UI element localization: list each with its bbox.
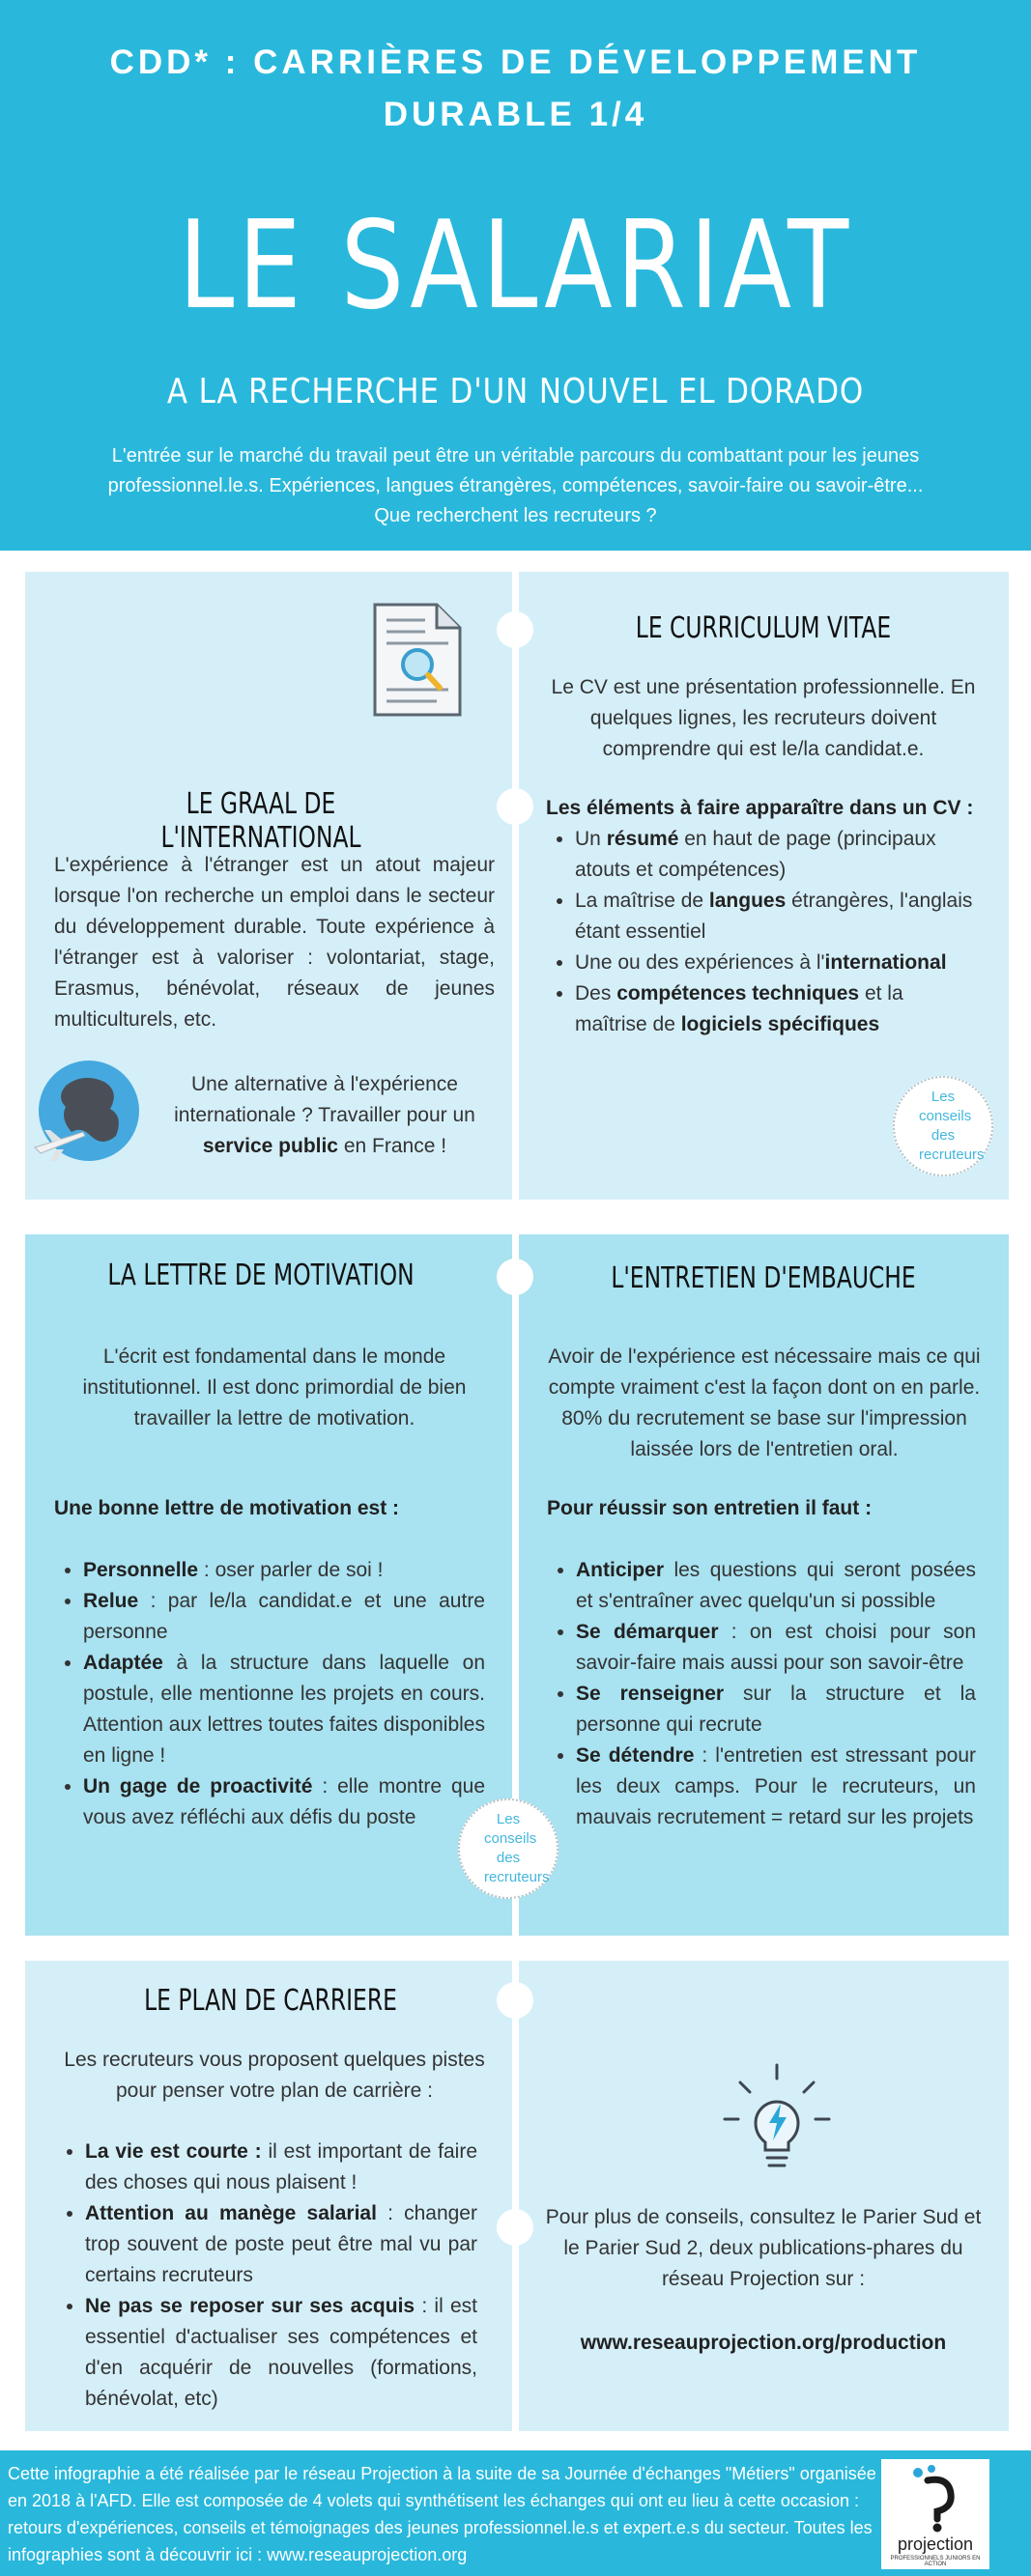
footer <box>0 2450 1031 2576</box>
list-item: • La vie est courte : il est important de faire des choses qui nous plaisent ! <box>85 2137 477 2198</box>
footer-text: Cette infographie a été réalisée par le réseau Projection à la suite de sa Journée d'échanges "Métiers" organisée en 2018 à l'AFD. Elle est composée de 4 volets qui synthétisent les échanges qui ont eu lieu à cette occasion : retours d'expériences, conseils et témoignages des jeunes professionnel.le.s et expert.e.s du secteur. Toutes les infographies sont à découvrir ici : www.reseauprojection.org <box>8 2464 876 2564</box>
recruiter-tips-badge: Les conseils des recruteurs <box>893 1076 993 1176</box>
section-title-lettre: LA LETTRE DE MOTIVATION <box>107 1259 415 1292</box>
page-title: LE SALARIAT <box>178 194 853 336</box>
list-item: • Attention au manège salarial : changer trop souvent de poste peut être mal vu par certains recruteurs <box>85 2198 477 2291</box>
header-banner <box>0 0 1031 551</box>
page-subtitle: A LA RECHERCHE D'UN NOUVEL EL DORADO <box>166 372 865 411</box>
globe-airplane-icon <box>27 1059 147 1167</box>
more-info-text: Pour plus de conseils, consultez le Parier Sud et le Parier Sud 2, deux publications-phares du réseau Projection sur : <box>545 2206 982 2290</box>
list-item: • Se détendre : l'entretien est stressant pour les deux camps. Pour le recruteurs, un mauvais recrutement = retard sur les projets <box>576 1741 976 1833</box>
section-title-plan: LE PLAN DE CARRIERE <box>144 1984 397 2018</box>
series-kicker: CDD* : CARRIÈRES DE DÉVELOPPEMENT DURABLE 1/4 <box>109 43 922 133</box>
list-item: • Anticiper les questions qui seront posées et s'entraîner avec quelqu'un si possible <box>576 1555 976 1617</box>
lettre-list: Une bonne lettre de motivation est : • Personnelle : oser parler de soi ! • Relue : par le/la candidat.e et une autre personne • Adaptée à la structure dans laquelle on postule, elle mentionne les projets en cours. Attention aux lettres toutes faites disponibles en ligne ! • Un gage de proactivité : elle montre que vous avez réfléchi aux défis du poste <box>54 1493 485 1833</box>
list-item: • Adaptée à la structure dans laquelle on postule, elle mentionne les projets en cours. Attention aux lettres toutes faites disponibles en ligne ! <box>83 1648 485 1771</box>
plan-text: Les recruteurs vous proposent quelques pistes pour penser votre plan de carrière : <box>64 2049 485 2102</box>
projection-logo[interactable] <box>881 2459 989 2569</box>
list-item: • Un gage de proactivité : elle montre que vous avez réfléchi aux défis du poste <box>83 1771 485 1833</box>
timeline-dot <box>497 788 533 825</box>
list-item: • Se renseigner sur la structure et la personne qui recrute <box>576 1679 976 1741</box>
timeline-dot <box>497 2209 533 2246</box>
international-alternative: Une alternative à l'expérience internationale ? Travailler pour un service public en France ! <box>174 1073 475 1157</box>
timeline-dot <box>497 1982 533 2019</box>
list-item: • Personnelle : oser parler de soi ! <box>83 1555 485 1586</box>
panel-more <box>519 1961 1009 2431</box>
plan-list <box>56 2137 477 2415</box>
recruiter-tips-badge: Les conseils des recruteurs <box>458 1798 558 1899</box>
section-title-international: LE GRAAL DE L'INTERNATIONAL <box>160 787 361 855</box>
lettre-text: L'écrit est fondamental dans le monde institutionnel. Il est donc primordial de bien travailler la lettre de motivation. <box>82 1345 467 1430</box>
section-title-cv: LE CURRICULUM VITAE <box>635 611 892 645</box>
list-item: • Une ou des expériences à l'international <box>575 948 981 978</box>
list-item: • Se démarquer : on est choisi pour son savoir-faire mais aussi pour son savoir-être <box>576 1617 976 1679</box>
intro-text: L'entrée sur le marché du travail peut être un véritable parcours du combattant pour les jeunes professionnel.le.s. Expériences, langues étrangères, compétences, savoir-faire ou savoir-être... Que recherchent les recruteurs ? <box>107 445 924 526</box>
entretien-list: Pour réussir son entretien il faut : • Anticiper les questions qui seront posées et s'entraîner avec quelqu'un si possible • Se démarquer : on est choisi pour son savoir-faire mais aussi pour son savoir-être • Se renseigner sur la structure et la personne qui recrute • Se détendre : l'entretien est stressant pour les deux camps. Pour le recruteurs, un mauvais recrutement = retard sur les projets <box>547 1493 976 1833</box>
production-link[interactable]: www.reseauprojection.org/production <box>580 2332 947 2354</box>
list-item: • Des compétences techniques et la maîtrise de logiciels spécifiques <box>575 978 981 1040</box>
projection-logo-icon <box>906 2463 964 2533</box>
logo-name: projection <box>897 2534 974 2554</box>
section-title-entretien: L'ENTRETIEN D'EMBAUCHE <box>611 1261 916 1295</box>
lightbulb-icon <box>721 2061 833 2171</box>
cv-text: Le CV est une présentation professionnelle. En quelques lignes, les recruteurs doivent comprendre qui est le/la candidat.e. <box>551 676 976 760</box>
document-search-icon <box>369 601 466 721</box>
timeline-dot <box>497 1259 533 1295</box>
international-text: L'expérience à l'étranger est un atout majeur lorsque l'on recherche un emploi dans le secteur du développement durable. Toute expérience à l'étranger est à valoriser : volontariat, stage, Erasmus, bénévolat, réseaux de jeunes multiculturels, etc. <box>54 854 495 1031</box>
entretien-text: Avoir de l'expérience est nécessaire mais ce qui compte vraiment c'est la façon dont on en parle. 80% du recrutement se base sur l'impression laissée lors de l'entretien oral. <box>548 1345 981 1460</box>
list-item: • Relue : par le/la candidat.e et une autre personne <box>83 1586 485 1648</box>
logo-tagline: PROFESSIONNELS JUNIORS EN ACTION <box>890 2556 981 2567</box>
timeline-dot <box>497 611 533 648</box>
list-item: • Ne pas se reposer sur ses acquis : il est essentiel d'actualiser ses compétences et d'en acquérir de nouvelles (formations, bénévolat, etc) <box>85 2291 477 2415</box>
list-item: • Un résumé en haut de page (principaux atouts et compétences) <box>575 824 981 886</box>
cv-list: Les éléments à faire apparaître dans un CV : • Un résumé en haut de page (principaux atouts et compétences) • La maîtrise de langues étrangères, l'anglais étant essentiel • Une ou des expériences à l'international • Des compétences techniques et la maîtrise de logiciels spécifiques <box>546 793 981 1040</box>
list-item: • La maîtrise de langues étrangères, l'anglais étant essentiel <box>575 886 981 948</box>
